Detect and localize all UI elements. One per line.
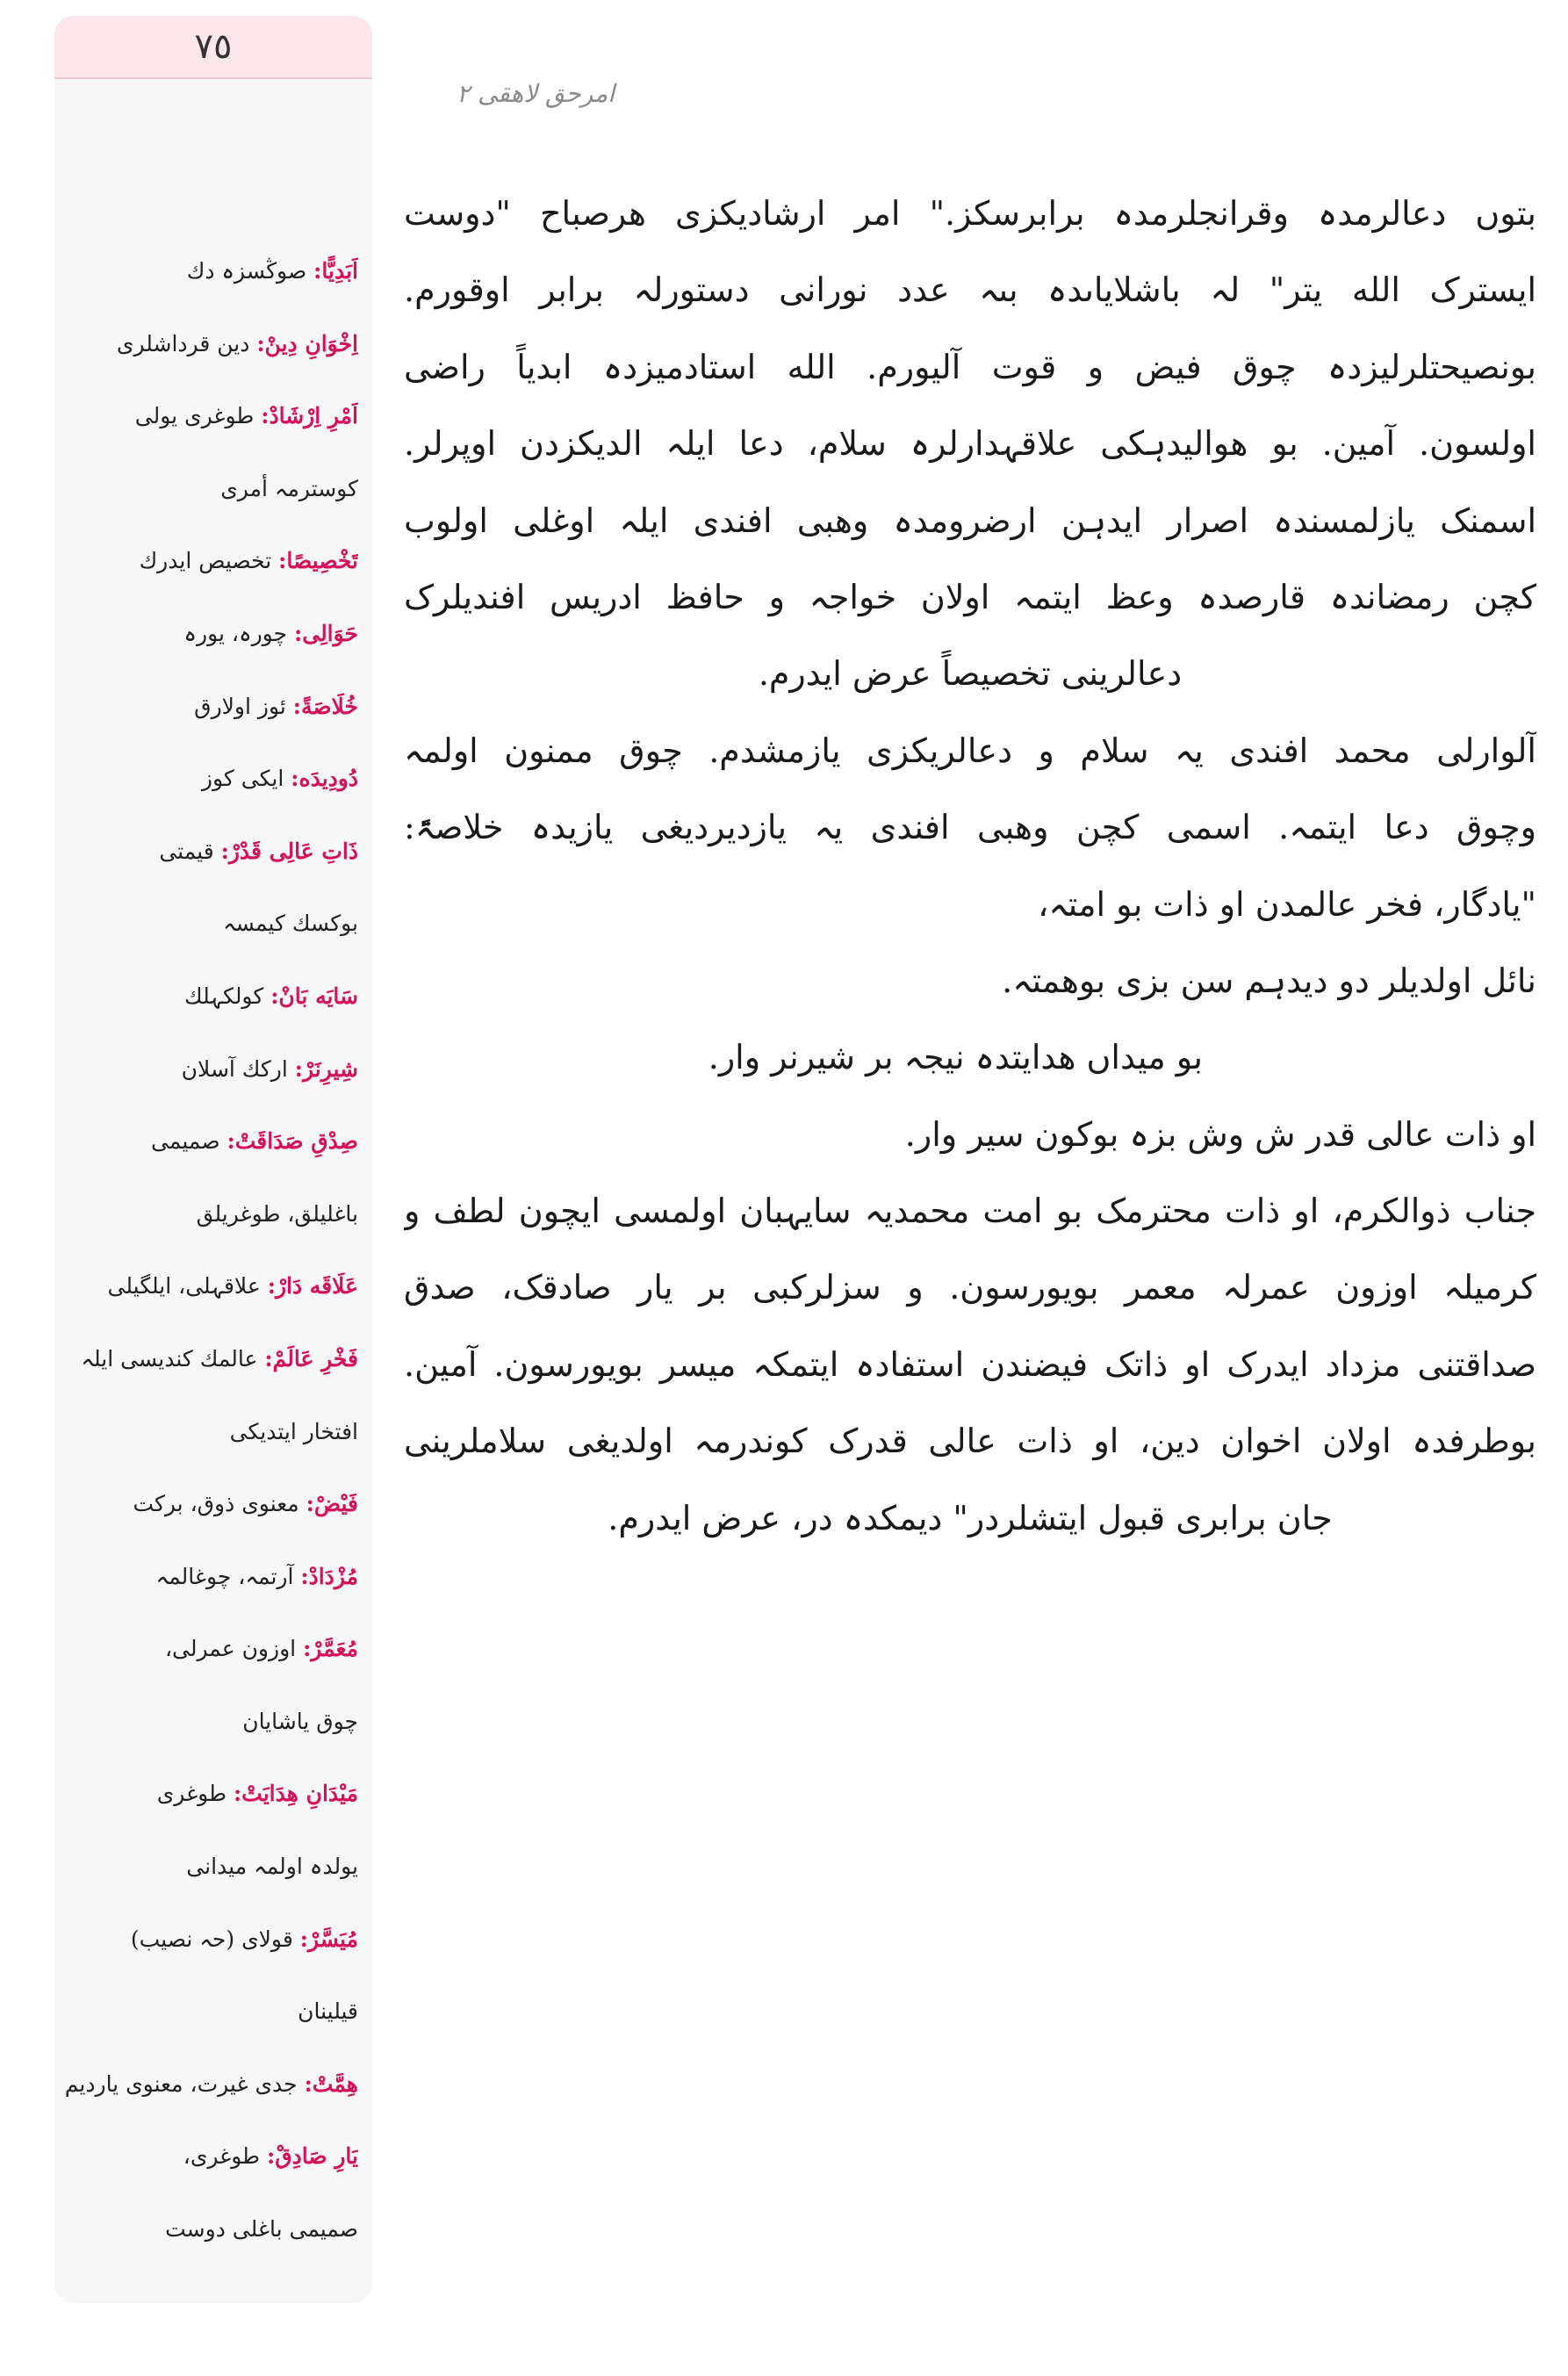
glossary-term: هِمَّتْ: bbox=[304, 2070, 358, 2097]
glossary-entry bbox=[65, 888, 358, 961]
main-text-line: "یادگار، فخر عالمدن او ذات بو امتہ، bbox=[1038, 884, 1536, 924]
main-text-line: جناب ذوالکرم، او ذات محترمک بو امت محمدیہ سایہبان اولمسی ایچون لطف و bbox=[404, 1192, 1536, 1231]
glossary-definition: طوغری یولی bbox=[134, 403, 255, 429]
glossary-definition: معنوی ذوق، برکت bbox=[133, 1491, 299, 1517]
glossary-definition: صمیمی bbox=[151, 1128, 220, 1155]
main-text-line: بوطرفدہ اولان اخوان دین، او ذات عالی قدرک کوندرمہ اولدیغی سلاملرینی bbox=[404, 1422, 1536, 1461]
glossary-term: مَیْدَانِ هِدَایَتْ: bbox=[233, 1781, 358, 1807]
glossary-term: صِدْقِ صَدَاقَتْ: bbox=[227, 1128, 358, 1155]
glossary-definition: صمیمی باغلی دوست bbox=[165, 2216, 358, 2243]
glossary-definition: جدی غیرت، معنوی یاردیم bbox=[65, 2070, 298, 2097]
glossary-entry bbox=[65, 380, 358, 453]
main-text-line: وچوق دعا ایتمہ. اسمی کچن وھبی افندی یہ یازدیردیغی یازیدہ خلاصۃً: bbox=[404, 808, 1536, 847]
glossary-entry bbox=[65, 2120, 358, 2193]
glossary-entry bbox=[65, 1904, 358, 1976]
glossary-definition: بوکسك کیمسہ bbox=[223, 911, 358, 937]
main-text-body bbox=[404, 176, 1536, 1557]
glossary-entry bbox=[65, 1323, 358, 1396]
glossary-term: عَلَاقَه دَارْ: bbox=[267, 1273, 358, 1300]
glossary-entry bbox=[65, 525, 358, 598]
main-text-line: کچن رمضاندہ قارصدہ وعظ ایتمہ اولان خواجہ و حافظ ادریس افندیلرک bbox=[404, 577, 1536, 616]
glossary-entry bbox=[65, 1758, 358, 1831]
glossary-entry bbox=[65, 1686, 358, 1759]
glossary-definition: چوق یاشایان bbox=[242, 1708, 358, 1734]
glossary-term: اَمْرِ اِرْشَادْ: bbox=[261, 403, 358, 429]
main-text-line: اسمنک یازلمسندہ اصرار ایدہن ارضرومدہ وھبی افندی ایلہ اوغلی اولوب bbox=[404, 500, 1536, 540]
glossary-definition: قیمتی bbox=[159, 838, 214, 864]
glossary-term: یَارِ صَادِقْ: bbox=[267, 2143, 358, 2170]
glossary-entry bbox=[65, 1396, 358, 1469]
glossary-sidebar bbox=[54, 16, 372, 2303]
main-text-line: نائل اولدیلر دو دیدہم سن بزی بوھمتہ. bbox=[1002, 961, 1536, 1000]
glossary-term: ذَاتِ عَالِی قَدْرْ: bbox=[220, 838, 358, 864]
glossary-definition: صوڭسزہ دك bbox=[186, 258, 307, 284]
glossary-definition: قیلینان bbox=[298, 1998, 358, 2025]
glossary-list bbox=[54, 235, 372, 2266]
glossary-term: خُلَاصَةً: bbox=[292, 693, 358, 719]
glossary-term: مُزْدَادْ: bbox=[300, 1563, 358, 1589]
glossary-definition: کولکہلك bbox=[184, 983, 264, 1009]
glossary-term: مُیَسَّرْ: bbox=[299, 1926, 358, 1952]
main-text-line: دعالرینی تخصیصاً عرض ایدرم. bbox=[758, 654, 1183, 694]
glossary-term: تَخْصِیصًا: bbox=[278, 548, 358, 574]
glossary-entry bbox=[65, 2193, 358, 2266]
main-text-line: آلوارلی محمد افندی یہ سلام و دعالریکزی یازمشدم. چوق ممنون اولمہ bbox=[404, 731, 1536, 770]
glossary-term: حَوَالِی: bbox=[294, 620, 358, 646]
glossary-entry bbox=[65, 235, 358, 308]
glossary-entry bbox=[65, 1468, 358, 1541]
glossary-definition: اوزون عمرلی، bbox=[164, 1636, 297, 1662]
main-text-line: اولسون. آمین. بو ھوالیدہکی علاقہدارلرہ سلام، دعا ایلہ الدیکزدن اوپرلر. bbox=[404, 424, 1536, 464]
glossary-definition: تخصیص ایدرك bbox=[139, 548, 272, 574]
glossary-definition: ایکی کوز bbox=[201, 766, 284, 792]
glossary-entry bbox=[65, 1541, 358, 1614]
glossary-term: سَایَه بَانْ: bbox=[270, 983, 358, 1009]
glossary-entry bbox=[65, 308, 358, 381]
glossary-entry bbox=[65, 1105, 358, 1178]
main-text-line: جان برابری قبول ایتشلردر" دیمکدہ در، عرض ایدرم. bbox=[608, 1498, 1333, 1537]
main-text-line: ایسترک الله یتر" لہ باشلایاںدہ بںہ عدد نورانی دستورلہ برابر اوقورم. bbox=[404, 270, 1536, 310]
glossary-entry bbox=[65, 961, 358, 1033]
glossary-definition: یولدہ اولمہ میدانی bbox=[186, 1854, 358, 1880]
glossary-entry bbox=[65, 1250, 358, 1323]
main-text-line: صداقتنی مزداد ایدرک او ذاتک فیضندن استفادہ ایتمکہ میسر بویورسون. آمین. bbox=[404, 1344, 1536, 1384]
glossary-term: دُودِیدَه: bbox=[291, 766, 358, 792]
glossary-entry bbox=[65, 453, 358, 526]
glossary-entry bbox=[65, 1613, 358, 1686]
glossary-definition: طوغری، bbox=[183, 2143, 261, 2170]
page-number: ٧٥ bbox=[54, 16, 372, 79]
glossary-entry bbox=[65, 1831, 358, 1904]
glossary-entry bbox=[65, 2048, 358, 2121]
glossary-definition: عالمك کندیسی ایلہ bbox=[81, 1345, 258, 1372]
main-text-line: بتوں دعالرمدہ وقرانجلرمدہ برابرسکز." امر ارشادیکزی ھرصباح "دوست bbox=[404, 194, 1536, 233]
main-text-line: بونصیحتلرلیزدہ چوق فیض و قوت آلیورم. الله استادمیزدہ ابدیاً راضی bbox=[404, 347, 1536, 386]
glossary-entry bbox=[65, 671, 358, 744]
glossary-term: اِخْوَانِ دِینْ: bbox=[256, 330, 358, 356]
glossary-entry bbox=[65, 743, 358, 816]
glossary-definition: ئوز اولارق bbox=[194, 693, 286, 719]
running-header: امرحق لاهقی ٢ bbox=[457, 79, 615, 108]
glossary-definition: قولای (حہ نصیب) bbox=[130, 1926, 293, 1952]
glossary-entry bbox=[65, 1976, 358, 2048]
glossary-definition: دین قرداشلری bbox=[116, 330, 250, 356]
glossary-entry bbox=[65, 1033, 358, 1106]
glossary-definition: چورہ، یورہ bbox=[183, 620, 288, 646]
main-text-line: کرمیلہ اوزون عمرلہ معمر بویورسون. و سزلرکبی بر یار صادقک، صدق bbox=[404, 1268, 1536, 1307]
glossary-term: فَخْرِ عَالَمْ: bbox=[264, 1345, 358, 1372]
glossary-definition: افتخار ایتدیکی bbox=[229, 1418, 358, 1444]
glossary-definition: ارکك آسلان bbox=[181, 1055, 288, 1082]
glossary-entry bbox=[65, 1178, 358, 1251]
glossary-definition: طوغری bbox=[156, 1781, 227, 1807]
glossary-term: فَیْضْ: bbox=[306, 1491, 358, 1517]
glossary-term: اَبَدِیًّا: bbox=[313, 258, 358, 284]
glossary-definition: کوسترمہ أمری bbox=[220, 475, 358, 501]
main-text-line: بو میداں ھدایتدہ نیجہ بر شیرنر وار. bbox=[708, 1038, 1203, 1077]
glossary-definition: آرتمہ، چوغالمہ bbox=[155, 1563, 294, 1589]
main-text-line: او ذات عالی قدر ش وش بزہ بوکون سیر وار. bbox=[904, 1114, 1536, 1154]
glossary-definition: علاقہلی، ایلگیلی bbox=[107, 1273, 261, 1300]
glossary-term: شِیرِنَرْ: bbox=[294, 1055, 358, 1082]
glossary-entry bbox=[65, 816, 358, 889]
glossary-term: مُعَمَّرْ: bbox=[303, 1636, 358, 1662]
glossary-entry bbox=[65, 598, 358, 671]
glossary-definition: باغلیلق، طوغریلق bbox=[196, 1200, 358, 1227]
